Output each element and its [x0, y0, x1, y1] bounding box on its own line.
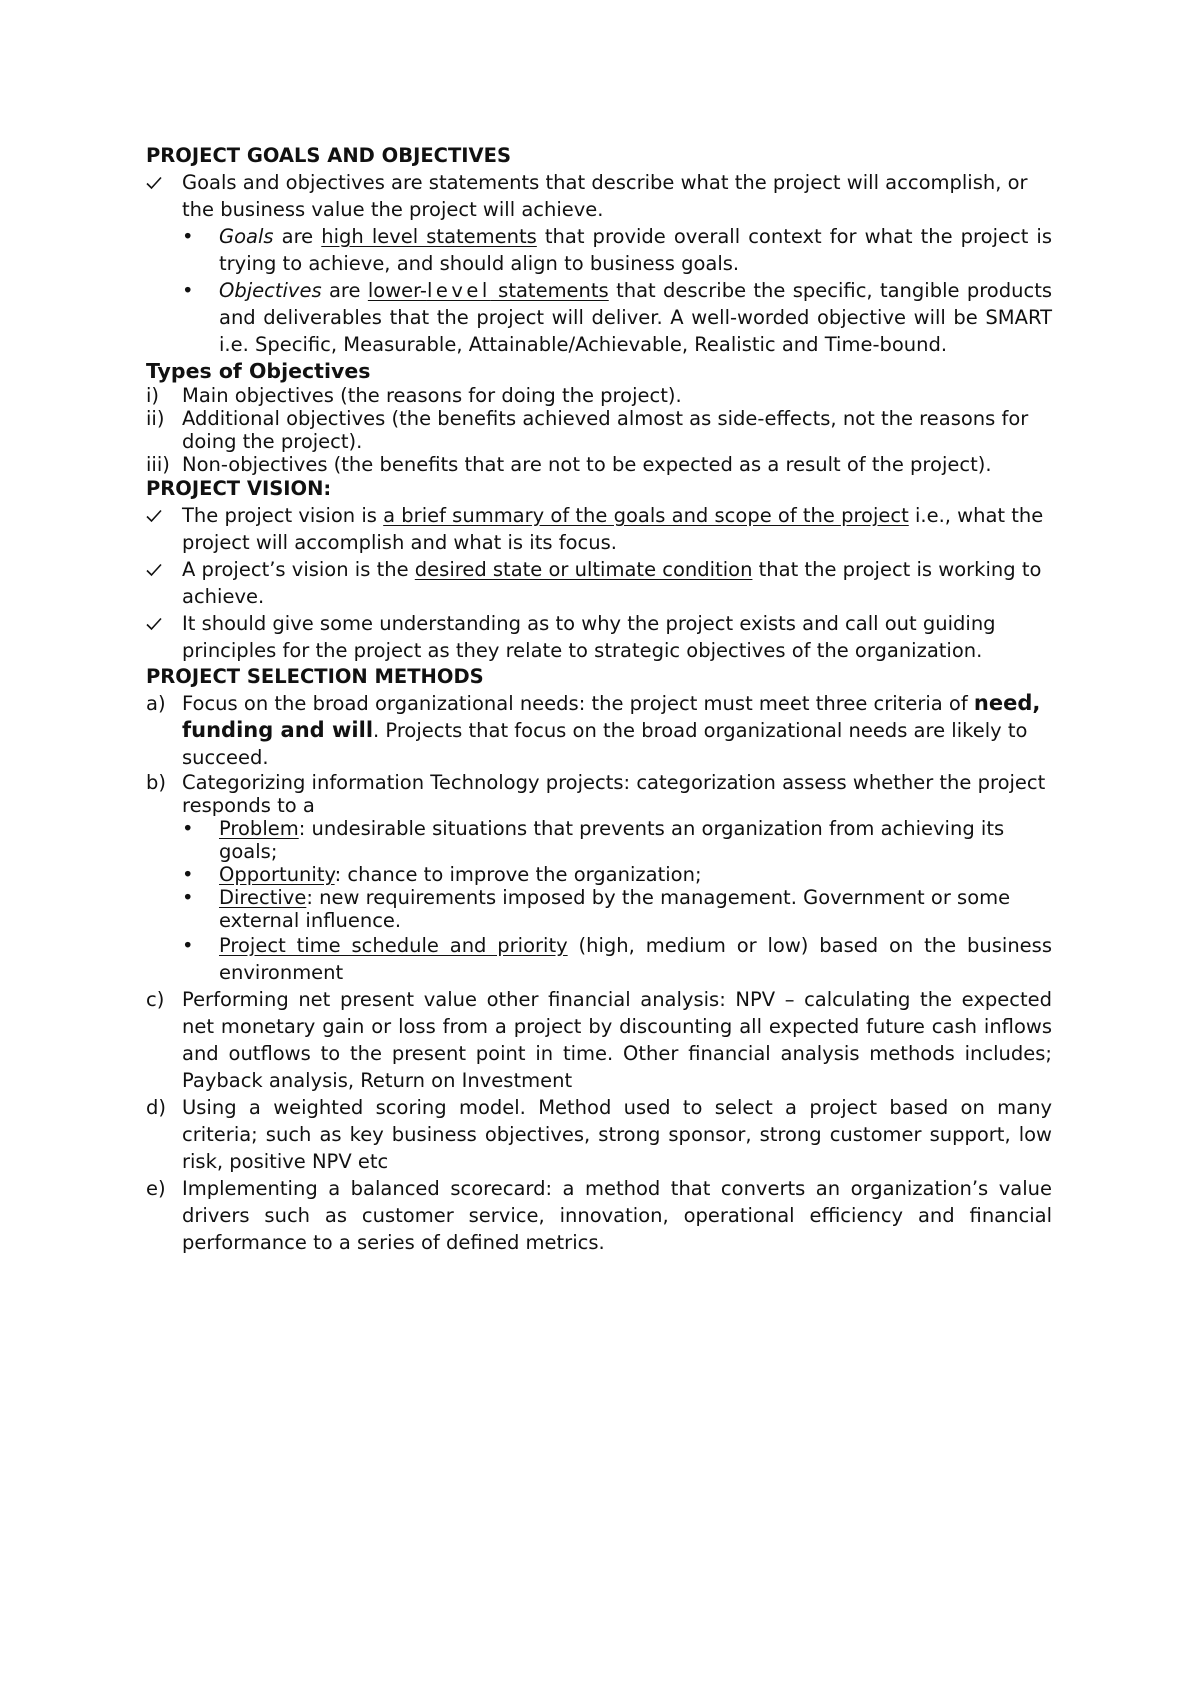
vision-item-2-pre: A project’s vision is the — [182, 558, 415, 581]
types-item-text: Additional objectives (the benefits achieved almost as side-effects, not the reasons for doing the project). — [182, 407, 1029, 453]
bullet-icon: • — [182, 863, 194, 886]
vision-item-1-post: i.e., what the project will accomplish and what is its focus. — [182, 504, 1044, 554]
objectives-bullet — [146, 277, 1052, 358]
types-item-text: Main objectives (the reasons for doing the project). — [182, 384, 682, 407]
selection-a-bold: need, funding and will — [182, 691, 1041, 742]
selection-item-e — [146, 1175, 1052, 1256]
bullet-underlined: Problem — [219, 817, 299, 840]
list-marker: i) — [146, 384, 160, 407]
types-item-3 — [146, 453, 1052, 476]
objectives-underlined-b: level — [426, 279, 491, 302]
bullet-rest: : undesirable situations that prevents an organization from achieving its goals; — [219, 817, 1005, 863]
bullet-icon: • — [182, 279, 194, 302]
list-marker: e) — [146, 1177, 166, 1200]
vision-item-3 — [146, 610, 1052, 664]
objectives-underlined — [368, 279, 609, 302]
objectives-underlined-c: statements — [490, 279, 609, 302]
goals-bullet — [146, 223, 1052, 277]
types-item-1 — [146, 384, 1052, 407]
selection-a-post: . Projects that focus on the broad organizational needs are likely to succeed. — [182, 719, 1028, 769]
goals-intro-text: Goals and objectives are statements that describe what the project will accomplish, or the business value the project will achieve. — [182, 171, 1028, 221]
selection-b-text: Categorizing information Technology projects: categorization assess whether the project responds to a — [182, 771, 1046, 817]
goals-rest: that provide overall context for what the project is trying to achieve, and should align to business goals. — [219, 225, 1052, 275]
types-item-2 — [146, 407, 1052, 453]
objectives-term: Objectives — [219, 279, 322, 302]
checkmark-icon — [146, 556, 176, 577]
vision-item-1-underlined: a brief summary of the goals and scope of the project — [383, 504, 909, 527]
objectives-mid: are — [321, 279, 368, 302]
list-marker: iii) — [146, 453, 170, 476]
selection-b-bullet-4 — [146, 932, 1052, 986]
list-marker: a) — [146, 692, 166, 715]
selection-item-c — [146, 986, 1052, 1094]
goals-term: Goals — [219, 225, 274, 248]
bullet-underlined: Directive — [219, 886, 307, 909]
document-page — [146, 143, 1052, 1256]
vision-item-2-underlined: desired state or ultimate condition — [414, 558, 753, 581]
bullet-icon: • — [182, 225, 194, 248]
bullet-icon: • — [182, 934, 194, 957]
goals-heading: PROJECT GOALS AND OBJECTIVES — [146, 144, 511, 167]
selection-c-text: Performing net present value other financial analysis: NPV – calculating the expected net monetary gain or loss from a project by discounting all expected future cash inflows and outflows to the present point in time. Other financial analysis methods includes; Payback analysis, Return on Investment — [182, 988, 1052, 1092]
list-marker: d) — [146, 1096, 166, 1119]
bullet-icon: • — [182, 817, 194, 840]
checkmark-icon — [146, 610, 176, 631]
goals-underlined: high level statements — [321, 225, 537, 248]
bullet-rest: : new requirements imposed by the management. Government or some external influence. — [219, 886, 1011, 932]
selection-item-a — [146, 690, 1052, 771]
selection-item-d — [146, 1094, 1052, 1175]
vision-item-3-text: It should give some understanding as to why the project exists and call out guiding principles for the project as they relate to strategic objectives of the organization. — [182, 612, 996, 662]
bullet-underlined: Project time schedule and priority — [219, 934, 568, 957]
vision-item-2 — [146, 556, 1052, 610]
goals-intro-item — [146, 169, 1052, 223]
vision-heading: PROJECT VISION: — [146, 477, 332, 500]
selection-heading: PROJECT SELECTION METHODS — [146, 665, 484, 688]
vision-item-1 — [146, 502, 1052, 556]
selection-e-text: Implementing a balanced scorecard: a method that converts an organization’s value drivers such as customer service, innovation, operational efficiency and financial performance to a series of defined metrics. — [182, 1177, 1052, 1254]
types-item-text: Non-objectives (the benefits that are not to be expected as a result of the project). — [182, 453, 992, 476]
selection-item-b — [146, 771, 1052, 817]
selection-d-text: Using a weighted scoring model. Method used to select a project based on many criteria; such as key business objectives, strong sponsor, strong customer support, low risk, positive NPV etc — [182, 1096, 1052, 1173]
list-marker: ii) — [146, 407, 165, 430]
bullet-underlined: Opportunity — [219, 863, 335, 886]
selection-b-bullet-2 — [146, 863, 1052, 886]
list-marker: c) — [146, 988, 165, 1011]
bullet-rest: (high, medium or low) based on the business environment — [219, 934, 1052, 984]
types-heading: Types of Objectives — [146, 359, 371, 383]
selection-a-pre: Focus on the broad organizational needs: the project must meet three criteria of — [182, 692, 974, 715]
vision-item-1-pre: The project vision is — [182, 504, 384, 527]
checkmark-icon — [146, 502, 176, 523]
bullet-icon: • — [182, 886, 194, 909]
checkmark-icon — [146, 169, 176, 190]
selection-b-bullet-1 — [146, 817, 1052, 863]
goals-mid: are — [273, 225, 322, 248]
selection-b-bullet-3 — [146, 886, 1052, 932]
vision-item-2-post: that the project is working to achieve. — [182, 558, 1042, 608]
bullet-rest: : chance to improve the organization; — [334, 863, 702, 886]
list-marker: b) — [146, 771, 166, 794]
objectives-underlined-a: lower- — [367, 279, 427, 302]
objectives-rest: that describe the specific, tangible products and deliverables that the project will deliver. A well-worded objective will be SMART i.e. Specific, Measurable, Attainable/Achievable, Realistic and Time-bound. — [219, 279, 1053, 356]
